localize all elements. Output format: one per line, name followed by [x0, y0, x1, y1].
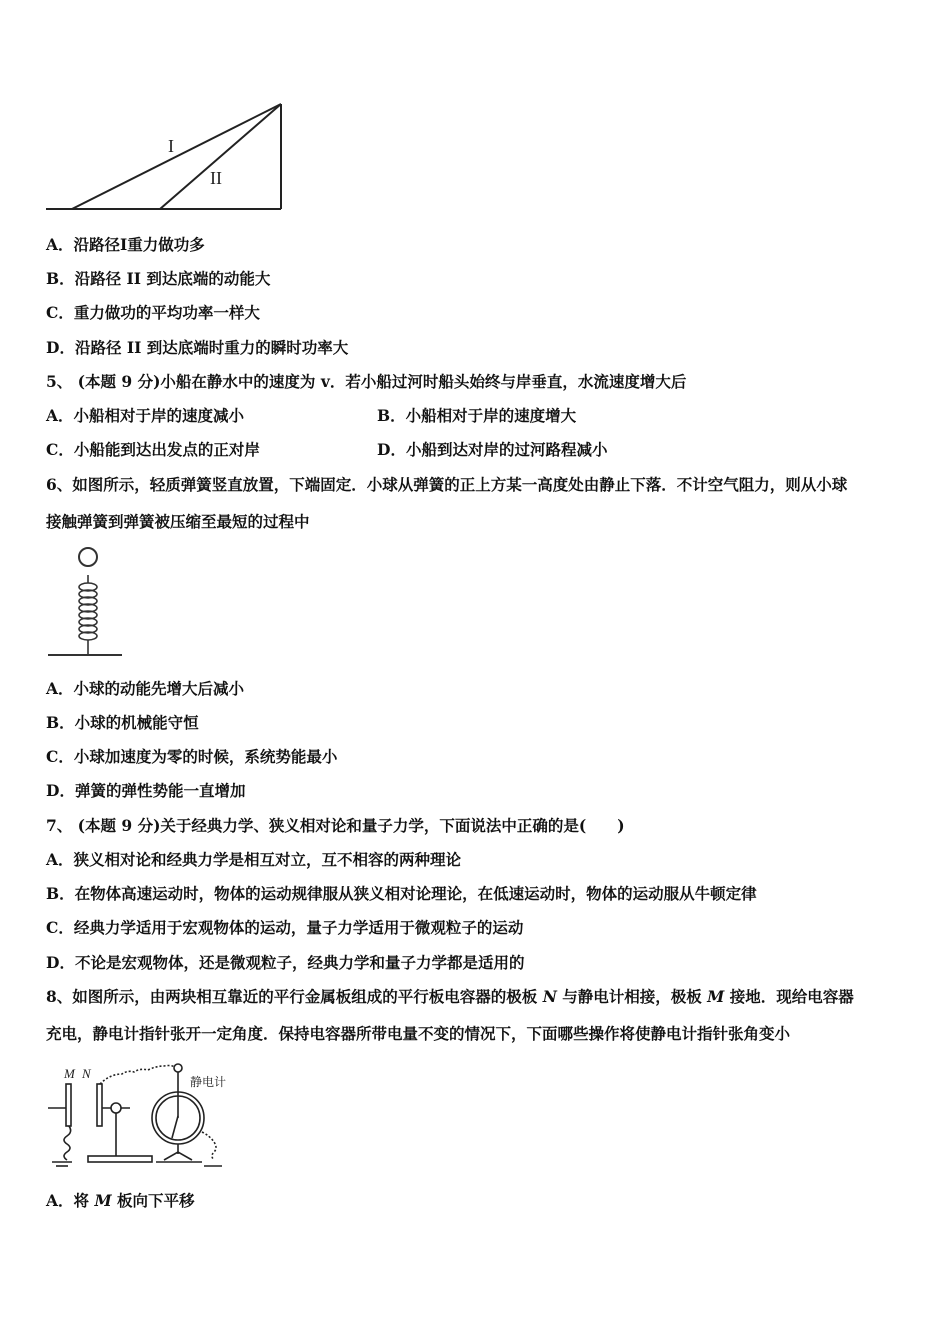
q5-option-b: B．小船相对于岸的速度增大: [377, 406, 577, 425]
q8-option-a-suffix: 板向下平移: [111, 1191, 195, 1210]
q8-stem-line2: 充电，静电计指针张开一定角度．保持电容器所带电量不变的情况下，下面哪些操作将使静电计指针张角变小: [46, 1024, 791, 1043]
q7-stem: 7、 (本题 9 分)关于经典力学、狭义相对论和量子力学，下面说法中正确的是( ): [46, 816, 625, 835]
plate-n: [97, 1084, 102, 1126]
q5-option-a: A．小船相对于岸的速度减小: [46, 406, 245, 425]
capacitor-electroscope-figure: [44, 1056, 250, 1174]
q8-option-a-prefix: A．将: [46, 1191, 95, 1210]
plate-n-label: N: [82, 1066, 91, 1081]
q8-var-m: M: [707, 987, 725, 1006]
ball-icon: [79, 548, 97, 566]
q6-option-c: C．小球加速度为零的时候，系统势能最小: [46, 747, 338, 766]
q6-option-a: A．小球的动能先增大后减小: [46, 679, 245, 698]
q6-option-b: B．小球的机械能守恒: [46, 713, 199, 732]
q6-option-d: D．弹簧的弹性势能一直增加: [46, 781, 246, 800]
q5-option-c: C．小船能到达出发点的正对岸: [46, 440, 260, 459]
q8-stem-line1: [46, 987, 854, 1007]
spring-coil: [79, 575, 97, 655]
q4-option-d: D．沿路径 II 到达底端时重力的瞬时功率大: [46, 338, 349, 357]
q8-option-a: [46, 1191, 195, 1211]
path-II-label: II: [210, 168, 222, 188]
path-I-label: I: [168, 136, 174, 156]
incline-figure: [44, 100, 286, 214]
q4-option-b: B．沿路径 II 到达底端的动能大: [46, 269, 271, 288]
q6-stem-line2: 接触弹簧到弹簧被压缩至最短的过程中: [46, 512, 310, 531]
q7-option-c: C．经典力学适用于宏观物体的运动，量子力学适用于微观粒子的运动: [46, 918, 524, 937]
q6-stem-line1: 6、如图所示，轻质弹簧竖直放置，下端固定．小球从弹簧的正上方某一高度处由静止下落．不计空气阻力，则从小球: [46, 475, 848, 494]
q8-option-a-var: M: [94, 1191, 112, 1210]
q8-stem-part-a: 8、如图所示，由两块相互靠近的平行金属板组成的平行板电容器的极板: [46, 987, 543, 1006]
spring-figure: [46, 545, 126, 661]
path-I-line: [72, 104, 281, 209]
q7-option-b: B．在物体高速运动时，物体的运动规律服从狭义相对论理论，在低速运动时，物体的运动服从牛顿定律: [46, 884, 757, 903]
q8-stem-part-b: 与静电计相接，极板: [556, 987, 708, 1006]
connecting-wire: [100, 1066, 178, 1085]
q5-stem: 5、 (本题 9 分)小船在静水中的速度为 v．若小船过河时船头始终与岸垂直，水流速度增大后: [46, 372, 687, 391]
q5-option-d: D．小船到达对岸的过河路程减小: [377, 440, 608, 459]
plate-m-label: M: [64, 1066, 75, 1081]
plate-m: [66, 1084, 71, 1126]
q7-option-d: D．不论是宏观物体，还是微观粒子，经典力学和量子力学都是适用的: [46, 953, 525, 972]
q4-option-a: A．沿路径Ⅰ重力做功多: [46, 235, 205, 254]
q7-option-a: A．狭义相对论和经典力学是相互对立，互不相容的两种理论: [46, 850, 462, 869]
electroscope-label: 静电计: [190, 1075, 227, 1089]
q8-stem-part-c: 接地．现给电容器: [724, 987, 854, 1006]
q4-option-c: C．重力做功的平均功率一样大: [46, 303, 260, 322]
q8-var-n: N: [542, 987, 557, 1006]
